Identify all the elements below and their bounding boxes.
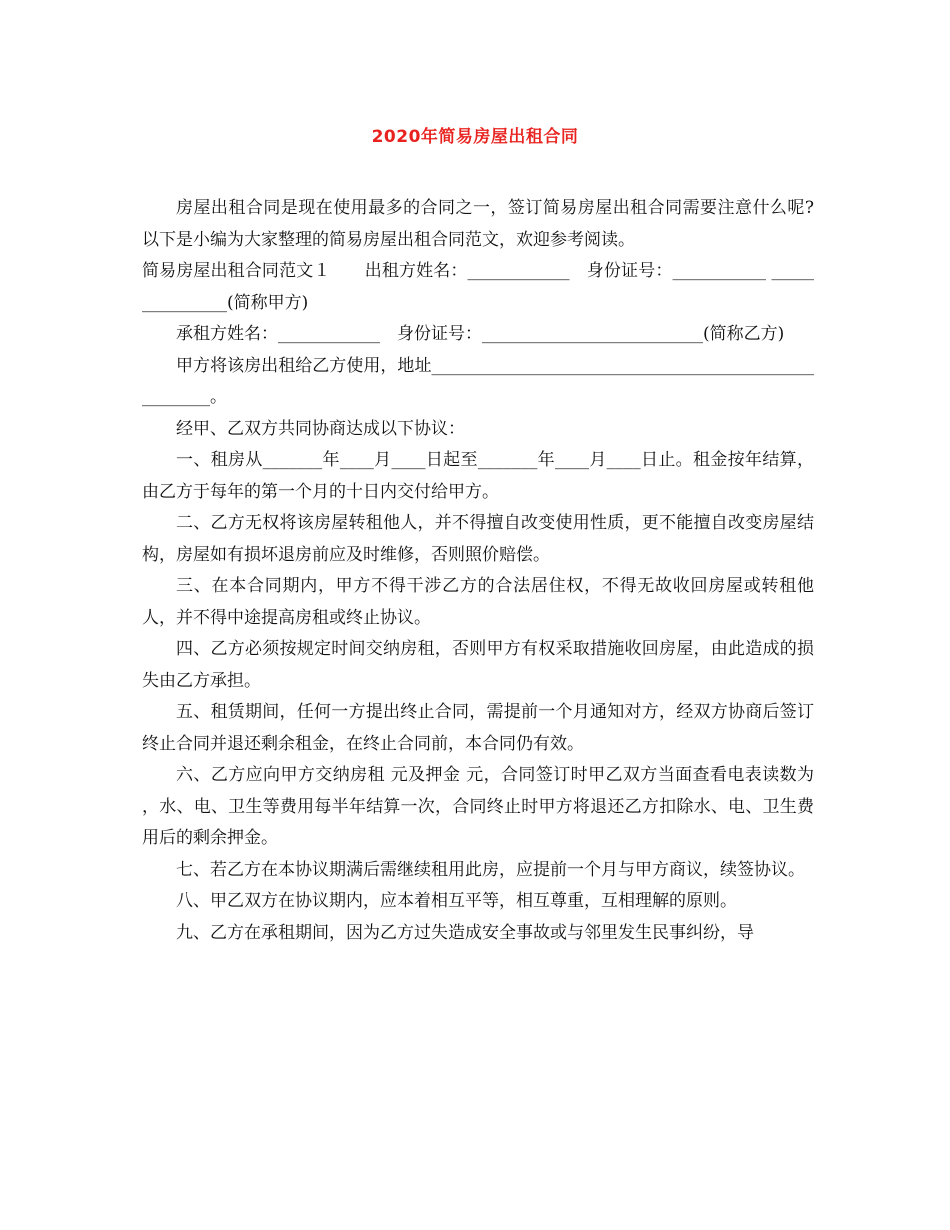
document-body — [142, 193, 814, 949]
clause-2: 二、乙方无权将该房屋转租他人，并不得擅自改变使用性质，更不能擅自改变房屋结构，房屋如有损坏退房前应及时维修，否则照价赔偿。 — [142, 513, 814, 565]
clause-7: 七、若乙方在本协议期满后需继续租用此房，应提前一个月与甲方商议，续签协议。 — [176, 859, 805, 880]
document-title: 2020年简易房屋出租合同 — [371, 127, 579, 147]
intro-paragraph: 房屋出租合同是现在使用最多的合同之一，签订简易房屋出租合同需要注意什么呢?以下是小编为大家整理的简易房屋出租合同范文，欢迎参考阅读。 — [142, 198, 814, 250]
address-line: 甲方将该房出租给乙方使用，地址_____________________________________________________。 — [142, 355, 814, 407]
agreement-intro: 经甲、乙双方共同协商达成以下协议： — [176, 418, 465, 439]
clause-5: 五、租赁期间，任何一方提出终止合同，需提前一个月通知对方，经双方协商后签订终止合同并退还剩余租金，在终止合同前，本合同仍有效。 — [142, 702, 814, 754]
clause-1: 一、租房从_______年____月____日起至_______年____月____日止。租金按年结算，由乙方于每年的第一个月的十日内交付给甲方。 — [142, 450, 814, 502]
lessor-info-line: 简易房屋出租合同范文１ 出租方姓名：____________ 身份证号：___________ _______________(简称甲方) — [142, 261, 814, 313]
clause-3: 三、在本合同期内，甲方不得干涉乙方的合法居住权，不得无故收回房屋或转租他人，并不得中途提高房租或终止协议。 — [142, 576, 814, 628]
lessee-info-line: 承租方姓名：____________ 身份证号：__________________________(简称乙方) — [176, 324, 785, 344]
clause-8: 八、甲乙双方在协议期内，应本着相互平等，相互尊重，互相理解的原则。 — [176, 891, 737, 911]
clause-4: 四、乙方必须按规定时间交纳房租，否则甲方有权采取措施收回房屋，由此造成的损失由乙方承担。 — [142, 639, 814, 691]
clause-9: 九、乙方在承租期间，因为乙方过失造成安全事故或与邻里发生民事纠纷，导 — [176, 922, 754, 943]
clause-6: 六、乙方应向甲方交纳房租 元及押金 元，合同签订时甲乙双方当面查看电表读数为 ，水、电、卫生等费用每半年结算一次，合同终止时甲方将退还乙方扣除水、电、卫生费用后的剩余押金。 — [142, 765, 814, 848]
